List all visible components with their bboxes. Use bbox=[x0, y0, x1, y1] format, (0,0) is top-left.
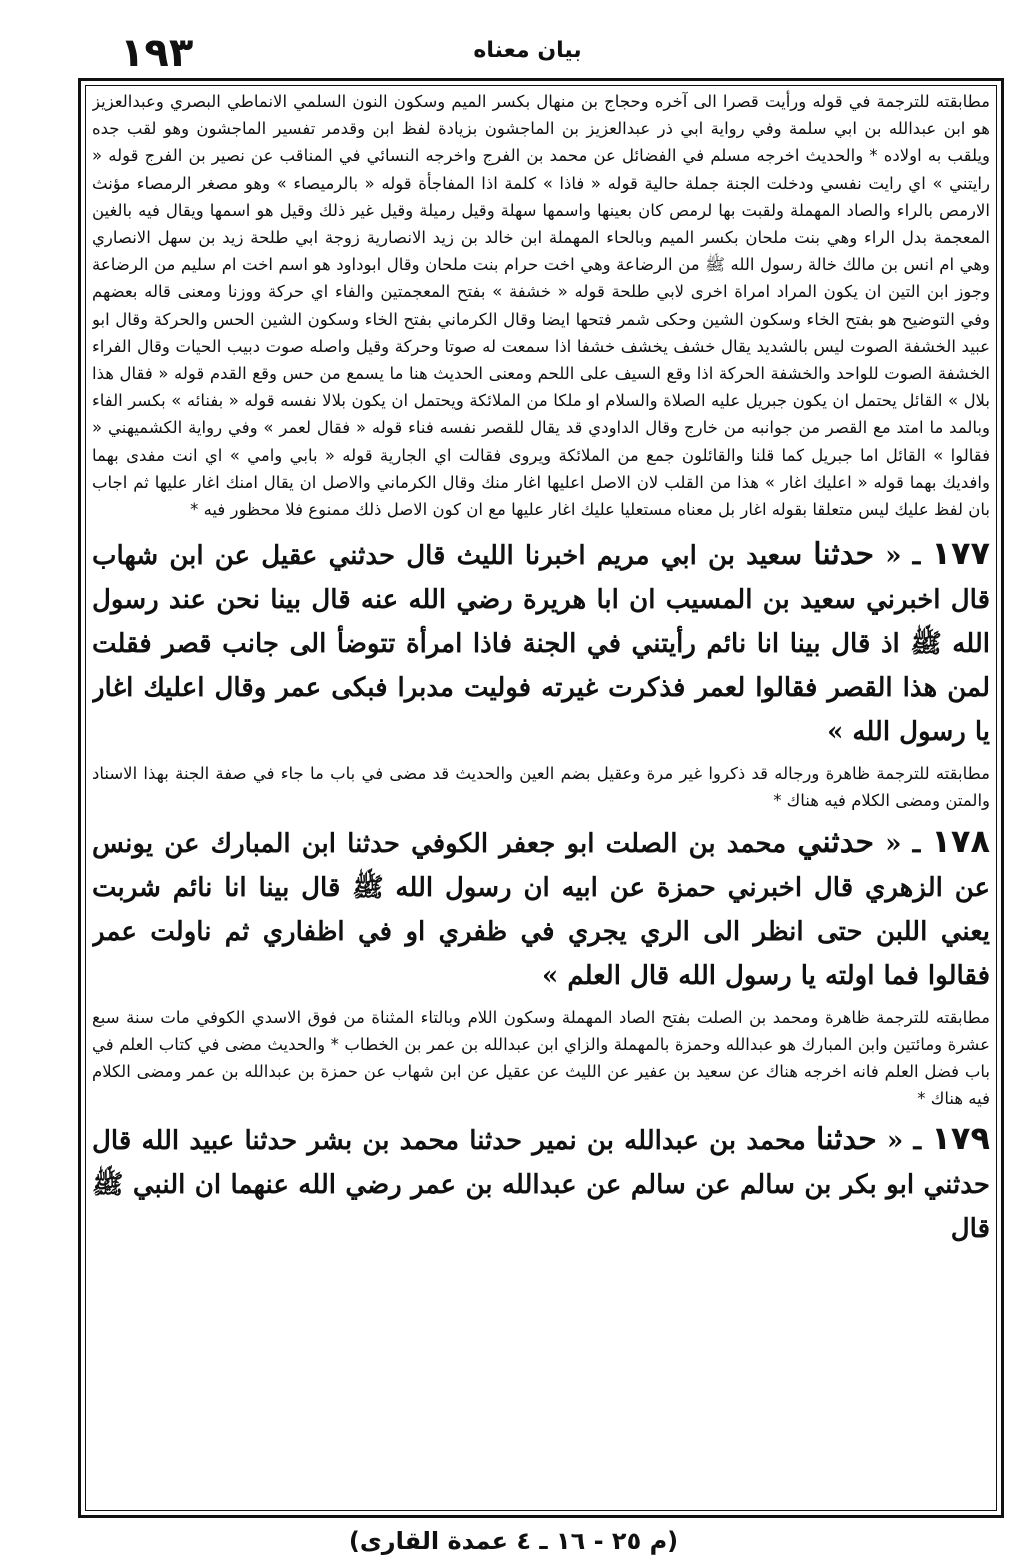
hadith-dash: ـ « bbox=[874, 828, 921, 859]
running-title: بيان معناه bbox=[473, 38, 582, 63]
hadith-dash: ـ « bbox=[876, 1126, 922, 1157]
hadith-number: ١٧٧ bbox=[931, 534, 990, 573]
hadith-opening: حدثني bbox=[797, 824, 875, 860]
hadith-number: ١٧٨ bbox=[931, 821, 990, 860]
hadith-opening: حدثنا bbox=[813, 537, 875, 573]
commentary-paragraph-1: مطابقته للترجمة في قوله ورأيت قصرا الى آخره وحجاج بن منهال بكسر الميم وسكون النون السلمي الانماطي البصري وعبدالعزيز هو ابن عبدالله بن ابي سلمة وفي رواية ابي ذر عبدالعزيز بن الماجشون بزيادة لفظ ابن وقدمر تفسير الماجشون وهو لقب جده ويلقب به اولاده * والحديث اخرجه مسلم في الفضائل عن محمد بن الفرج واخرجه النسائي في المناقب عن نصير بن الفرج قوله « رايتني » اي رايت نفسي ودخلت الجنة جملة حالية قوله « فاذا » كلمة اذا المفاجأة قوله « بالرميصاء » وهو مصغر الرمصاء مؤنث الارمص بالراء والصاد المهملة ولقبت بها لرمص كان بعينها واسمها سهلة وقيل رميلة وقيل غير ذلك وقيل هو اسمها ويقال فيه بالغين المعجمة بدل الراء وهي بنت ملحان بكسر الميم وبالحاء المهملة ابن خالد بن زيد الانصارية زوجة ابي طلحة زيد بن سهل الانصاري وهي ام انس بن مالك خالة رسول الله ﷺ من الرضاعة وهي اخت حرام بنت ملحان وقال ابوداود هو اسم اخت ام سليم من الرضاعة وجوز ابن التين ان يكون المراد امراة اخرى لابي طلحة قوله « خشفة » بفتح المعجمتين والفاء اي حركة ووزنا ومعنى قاله بعضهم وفي التوضيح هو بفتح الخاء وسكون الشين وحكى شمر فتحها ايضا وقال الكرماني بفتح الخاء وسكون الشين الحس والحركة وقال ابو عبيد الخشفة الصوت ليس بالشديد يقال خشف يخشف خشفا اذا سمعت له صوتا وحركة وقيل واصله صوت دبيب الحيات وقال الفراء الخشفة الصوت للواحد والخشفة الحركة اذا وقع السيف على اللحم ومعنى الحديث هنا ما يسمع من حس وقع القدم قوله « فقال هذا بلال » القائل يحتمل ان يكون جبريل عليه الصلاة والسلام او ملكا من الملائكة ويحتمل ان يكون بلالا نفسه قوله « بفنائه » بكسر الفاء وبالمد ما امتد مع القصر من جوانبه من خارج وقال الداودي قد يقال للقصر نفسه فناء قوله « فقال لعمر » وفي رواية الكشميهني « فقالوا » القائل اما جبريل كما قلنا والقائلون جمع من الملائكة ويروى فقالت اي الجارية قوله « بابي وامي » اي انت مفدى بهما وافديك بهما قوله « اعليك اغار » هذا من القلب لان الاصل اعليها اغار منك وقال الكرماني والاصل ان يقال امنك اغار عليها ثم اجاب بان لفظ عليك ليس متعلقا بقوله اغار بل معناه مستعليا عليك اغار عليها مع ان كون الاصل ذلك ممنوع فلا محظور فيه * bbox=[92, 92, 990, 520]
hadith-178 bbox=[92, 819, 990, 998]
hadith-177 bbox=[92, 531, 990, 754]
page-header bbox=[60, 28, 995, 78]
footer-signature: (م ٢٥ - ١٦ ـ ٤ عمدة القارى) bbox=[348, 1527, 679, 1555]
hadith-number: ١٧٩ bbox=[931, 1119, 990, 1158]
commentary-paragraph-3: مطابقته للترجمة ظاهرة ومحمد بن الصلت بفتح الصاد المهملة وسكون اللام وبالتاء المثناة من فوق الاسدي الكوفي مات سنة سبع عشرة ومائتين وابن المبارك هو عبدالله وحمزة بالمهملة والزاي ابن عبدالله بن عمر بن الخطاب * والحديث مضى في كتاب العلم في باب فضل العلم فانه اخرجه هناك عن سعيد بن عفير عن الليث عن عقيل عن ابن شهاب عن حمزة بن عبدالله بن عمر ومضى الكلام فيه هناك * bbox=[92, 1007, 990, 1109]
page-number: ١٩٣ bbox=[120, 30, 194, 76]
hadith-text: سعيد بن ابي مريم اخبرنا الليث قال حدثني عقيل عن ابن شهاب قال اخبرني سعيد بن المسيب ان ابا هريرة رضي الله عنه قال بينا نحن عند رسول الله ﷺ اذ قال بينا انا نائم رأيتني في الجنة فاذا امرأة تتوضأ الى جانب قصر فقلت لمن هذا القصر فقالوا لعمر فذكرت غيرته فوليت مدبرا فبكى عمر وقال اعليك اغار يا رسول الله » bbox=[92, 541, 990, 748]
hadith-text: محمد بن الصلت ابو جعفر الكوفي حدثنا ابن المبارك عن يونس عن الزهري قال اخبرني حمزة عن ابيه ان رسول الله ﷺ قال بينا انا نائم شربت يعني اللبن حتى انظر الى الري يجري في ظفري او في اظفاري ثم ناولت عمر فقالوا فما اولته يا رسول الله قال العلم » bbox=[92, 828, 990, 991]
hadith-179 bbox=[92, 1116, 990, 1251]
commentary-paragraph-2: مطابقته للترجمة ظاهرة ورجاله قد ذكروا غير مرة وعقيل بضم العين والحديث قد مضى في باب ما جاء في صفة الجنة بهذا الاسناد والمتن ومضى الكلام فيه هناك * bbox=[92, 764, 990, 811]
page-content bbox=[92, 88, 990, 1508]
hadith-dash: ـ « bbox=[874, 541, 921, 572]
hadith-opening: حدثنا bbox=[815, 1122, 877, 1158]
hadith-text: محمد بن عبدالله بن نمير حدثنا محمد بن بشر حدثنا عبيد الله قال حدثني ابو بكر بن سالم عن سالم عن عبدالله بن عمر رضي الله عنهما ان النبي ﷺ قال bbox=[92, 1126, 990, 1245]
